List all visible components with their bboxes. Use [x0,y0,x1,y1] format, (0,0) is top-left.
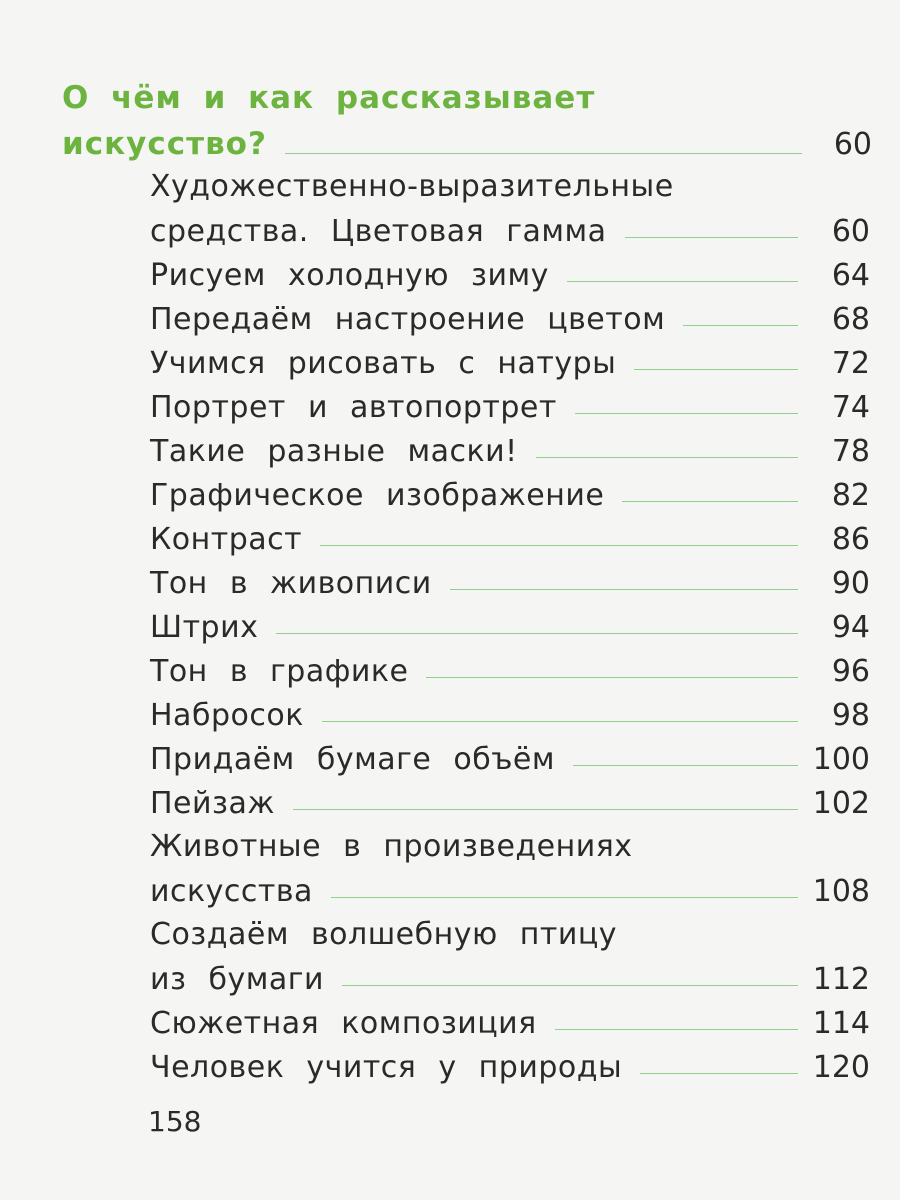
toc-entry-title: Тон в графике [150,653,409,689]
toc-entry-leader [683,325,798,326]
toc-entry-page-number: 82 [831,477,870,513]
toc-entry-page-number: 78 [831,433,870,469]
toc-entry-title: Передаём настроение цветом [150,301,666,337]
toc-entry-leader [320,545,798,546]
toc-entry-title: Контраст [150,521,303,557]
toc-entry-row [150,781,870,825]
toc-entry-page-number: 98 [831,697,870,733]
toc-entry-leader [322,721,798,722]
toc-entry-row [150,869,870,913]
toc-entry-page-number: 72 [831,345,870,381]
toc-entry-page-number: 114 [812,1005,870,1041]
toc-entry-row [150,737,870,781]
toc-entry-row [150,209,870,253]
toc-entry-page-number: 102 [812,785,870,821]
toc-entry-page-number: 100 [812,741,870,777]
toc-entry-row [150,693,870,737]
toc-entry-row [150,473,870,517]
toc-entry-page-number: 86 [831,521,870,557]
toc-entry-leader [640,1073,798,1074]
toc-entry-title: Учимся рисовать с натуры [150,345,617,381]
toc-entry-row [150,649,870,693]
toc-entry[interactable] [150,385,870,429]
section-title-row [62,118,872,162]
toc-entry-row [150,1045,870,1089]
toc-entry[interactable] [150,825,870,913]
toc-entry-title-line: Животные в произведениях [150,829,633,864]
toc-entry-title: Штрих [150,609,259,645]
toc-entry-leader [293,809,798,810]
toc-entry-page-number: 60 [831,213,870,249]
toc-entry[interactable] [150,473,870,517]
section-page-number: 60 [833,127,872,162]
toc-entry-row [150,429,870,473]
toc-entry[interactable] [150,517,870,561]
toc-entry-title: Набросок [150,697,304,733]
section-title-line2: искусство? [62,126,267,162]
toc-entry-row [150,341,870,385]
section-title-line1: О чём и как рассказывает [62,80,596,116]
toc-entry-title: из бумаги [150,961,325,997]
toc-entry-leader [622,501,798,502]
toc-entry-title: Такие разные маски! [150,433,518,469]
toc-entry-leader [450,589,798,590]
toc-entry-title-line: Создаём волшебную птицу [150,917,618,952]
toc-entry-row [150,1001,870,1045]
toc-entry-leader [426,677,798,678]
toc-entry[interactable] [150,693,870,737]
toc-entry-row [150,385,870,429]
toc-entry[interactable] [150,429,870,473]
toc-entry-title: Рисуем холодную зиму [150,257,549,293]
toc-entry-leader [573,765,798,766]
toc-entry-page-number: 112 [812,961,870,997]
toc-entry-title: Придаём бумаге объём [150,741,556,777]
toc-entry-row [150,605,870,649]
toc-entry[interactable] [150,297,870,341]
toc-entry-title: Пейзаж [150,785,275,821]
toc-entry[interactable] [150,561,870,605]
toc-entry-leader [342,985,798,986]
toc-entry-page-number: 68 [831,301,870,337]
toc-entry-leader [276,633,798,634]
toc-entry-page-number: 64 [831,257,870,293]
toc-entry-leader [555,1029,798,1030]
toc-entry-page-number: 94 [831,609,870,645]
toc-entry-page-number: 120 [812,1049,870,1085]
toc-entry-title: средства. Цветовая гамма [150,213,607,249]
toc-entry[interactable] [150,253,870,297]
toc-entry[interactable] [150,605,870,649]
toc-entry[interactable] [150,913,870,1001]
toc-entry[interactable] [150,165,870,253]
toc-entry-page-number: 74 [831,389,870,425]
toc-entry[interactable] [150,649,870,693]
toc-entry-row [150,517,870,561]
toc-entry-page-number: 96 [831,653,870,689]
toc-entry-title: Портрет и автопортрет [150,389,557,425]
toc-entry[interactable] [150,1001,870,1045]
toc-entry-leader [331,897,798,898]
toc-entry-leader [536,457,798,458]
toc-entry-leader [567,281,798,282]
toc-entry-page-number: 90 [831,565,870,601]
toc-entry-row [150,957,870,1001]
section-heading [62,78,872,162]
toc-entry[interactable] [150,737,870,781]
toc-entry-title: искусства [150,873,313,909]
toc-entry-row [150,297,870,341]
toc-entry[interactable] [150,1045,870,1089]
toc-entry-title: Сюжетная композиция [150,1005,537,1041]
section-leader [285,153,802,154]
page-folio: 158 [148,1105,202,1138]
toc-entries [150,165,870,1089]
toc-entry-leader [634,369,798,370]
toc-entry-title: Графическое изображение [150,477,605,513]
toc-entry-leader [575,413,798,414]
toc-entry[interactable] [150,781,870,825]
toc-entry-row [150,253,870,297]
toc-entry-title: Тон в живописи [150,565,432,601]
toc-entry[interactable] [150,341,870,385]
toc-entry-title: Человек учится у природы [150,1049,623,1085]
toc-entry-page-number: 108 [812,873,870,909]
toc-entry-row [150,561,870,605]
toc-entry-title-line: Художественно-выразительные [150,169,674,204]
toc-entry-leader [625,237,798,238]
